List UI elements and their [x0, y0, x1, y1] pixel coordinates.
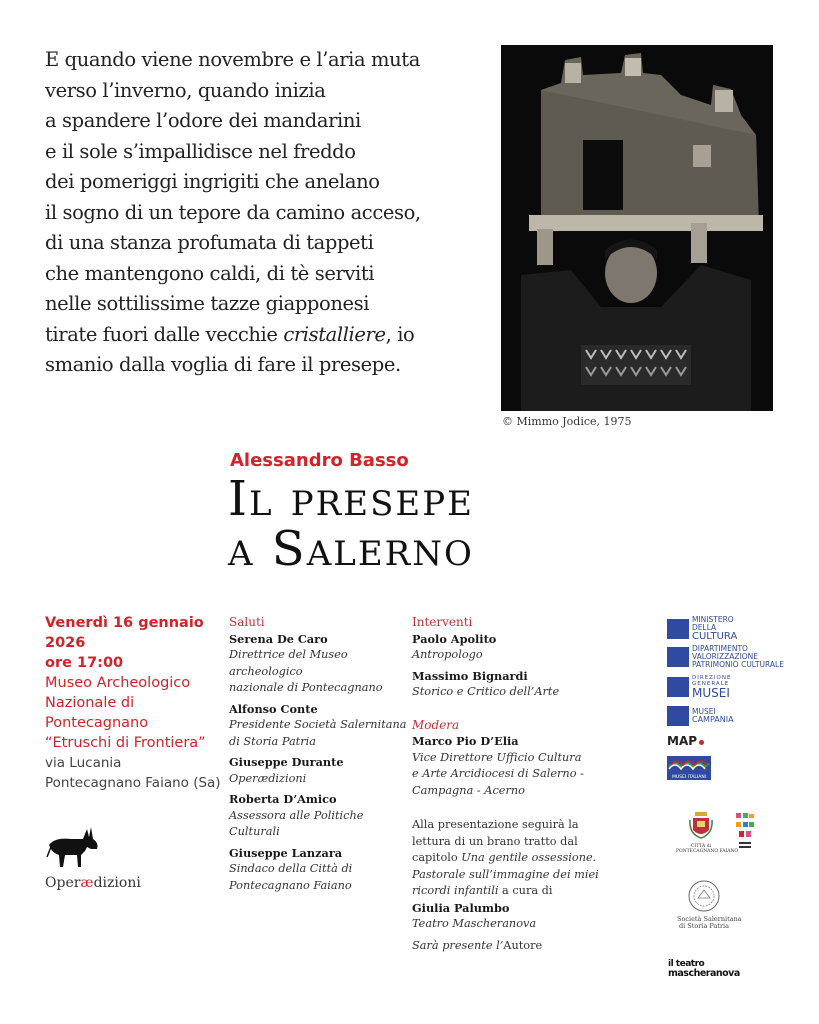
opening-poem: [45, 45, 485, 381]
logo-text: GENERALE: [692, 681, 730, 687]
poem-line: smanio dalla voglia di fare il presepe.: [45, 353, 401, 376]
event-year: 2026: [45, 635, 86, 651]
logo-dipartimento: [667, 645, 784, 669]
mic-emblem-icon: [667, 619, 689, 639]
logo-text: CITTÀ di: [690, 844, 712, 849]
moderator-name: Marco Pio D’Elia: [412, 734, 519, 748]
poem-line: dei pomeriggi ingrigiti che anelano: [45, 170, 380, 193]
mic-emblem-icon: [667, 677, 689, 697]
speaker-name: Giuseppe Durante: [229, 755, 344, 769]
speaker-role: nazionale di Pontecagnano: [229, 681, 383, 694]
logo-cultura-colorful: [735, 812, 755, 856]
reading-text: Alla presentazione seguirà la: [412, 818, 579, 831]
publisher-name-ligature: æ: [80, 875, 94, 891]
logo-societa-salernitana: [677, 880, 742, 930]
reader-role: Teatro Mascheranova: [412, 917, 537, 930]
saluti-column: [229, 614, 409, 894]
logo-text: MAP: [667, 734, 698, 748]
logo-ministero-cultura: [667, 616, 737, 642]
poem-text: , io: [385, 322, 415, 346]
logo-text: MINISTERO: [692, 615, 734, 624]
reading-text: lettura di un brano tratto dal: [412, 834, 578, 848]
logo-text: di Storia Patria: [678, 922, 730, 930]
reading-text: Pastorale sull’immagine dei miei: [412, 867, 599, 881]
book-title: [228, 471, 474, 577]
publisher-name-part: Oper: [45, 875, 81, 891]
cover-photo: [501, 45, 773, 411]
speaker-name: Massimo Bignardi: [412, 668, 528, 683]
speaker-name: Alfonso Conte: [229, 701, 318, 716]
speaker-name: Roberta D’Amico: [229, 792, 337, 806]
speaker-name: Paolo Apolito: [412, 631, 497, 646]
reading-plain: capitolo: [412, 851, 462, 864]
red-dot-icon: [699, 740, 704, 745]
speaker-role: Storico e Critico dell’Arte: [412, 685, 560, 698]
society-seal-icon: [688, 880, 720, 912]
logo-text: DELLA: [692, 623, 717, 632]
boy-with-presepe-photo-icon: [501, 45, 773, 411]
poem-line: verso l’inverno, quando inizia: [45, 78, 326, 102]
poem-line: E quando viene novembre e l’aria muta: [45, 48, 420, 71]
saluti-heading: Saluti: [229, 615, 265, 629]
speaker-role: Direttrice del Museo archeologico: [229, 648, 348, 678]
interventi-column: [412, 614, 612, 954]
logo-text: CAMPANIA: [692, 715, 734, 724]
event-time: ore 17:00: [45, 655, 124, 671]
mic-emblem-icon: [667, 647, 689, 667]
logo-text: CULTURA: [692, 631, 738, 642]
logo-musei-italiani: [667, 756, 711, 780]
poem-line: a spandere l’odore dei mandarini: [45, 109, 361, 132]
logo-musei-campania: [667, 706, 734, 726]
photo-credit: © Mimmo Jodice, 1975: [502, 415, 632, 428]
poem-line: che mantengono caldi, di tè serviti: [45, 261, 375, 285]
event-details: [45, 613, 225, 793]
logo-text: DIPARTIMENTO: [692, 644, 748, 653]
publisher-logo: [45, 825, 141, 891]
logo-text: MUSEI: [692, 686, 730, 700]
book-author: Alessandro Basso: [230, 450, 409, 471]
poem-line: e il sole s’impallidisce nel freddo: [45, 139, 356, 163]
logo-text: mascheranova: [668, 968, 740, 979]
speaker-role: Assessora alle Politiche Culturali: [229, 808, 364, 838]
moderator-role: Vice Direttore Ufficio Cultura: [412, 750, 582, 764]
logo-direzione-musei: [667, 675, 731, 699]
logo-text: il teatro: [668, 959, 705, 969]
poem-text: tirate fuori dalle vecchie: [45, 322, 284, 346]
book-title-line2: a Salerno: [228, 521, 474, 577]
poem-line: nelle sottilissime tazze giapponesi: [45, 292, 370, 315]
event-date: Venerdì 16 gennaio: [45, 615, 204, 631]
logo-text: DIREZIONE: [692, 675, 732, 681]
speaker-role: Sindaco della Città di: [229, 862, 353, 875]
venue-line: Museo Archeologico: [45, 675, 191, 691]
logo-map: [667, 734, 704, 748]
reading-text: [412, 850, 612, 867]
reading-plain: a cura di: [498, 884, 553, 897]
speaker-name: Giuseppe Lanzara: [229, 845, 343, 860]
author-note: [412, 938, 612, 955]
reading-italic: Una gentile ossessione.: [461, 851, 597, 864]
logo-text: MUSEI ITALIANI: [671, 775, 707, 780]
modera-heading: Modera: [412, 717, 460, 732]
logo-text: PATRIMONIO CULTURALE: [692, 660, 784, 669]
tricolor-wave-icon: [667, 757, 711, 771]
poem-line: [45, 320, 485, 351]
publisher-name-part: dizioni: [93, 875, 141, 891]
speaker-name: Serena De Caro: [229, 631, 328, 646]
logo-text: Società Salernitana: [677, 915, 742, 923]
poem-line: il sogno di un tepore da camino acceso,: [45, 200, 421, 224]
speaker-role: Antropologo: [412, 648, 483, 661]
moderator-role: e Arte Arcidiocesi di Salerno -: [412, 767, 584, 780]
colorful-letters-icon: [735, 812, 755, 852]
book-title-line1: Il presepe: [228, 471, 474, 527]
coat-of-arms-icon: [689, 812, 713, 840]
logo-teatro-mascheranova: [668, 960, 740, 979]
address-line: via Lucania: [45, 755, 122, 771]
speaker-role: Operædizioni: [229, 771, 307, 785]
logo-text: PONTECAGNANO FAIANO: [676, 849, 739, 854]
speaker-role: Pontecagnano Faiano: [229, 878, 352, 892]
logo-citta-pontecagnano: [676, 812, 739, 854]
logo-text: MUSEI: [692, 707, 716, 716]
speaker-role: di Storia Patria: [229, 734, 316, 748]
poem-line: di una stanza profumata di tappeti: [45, 231, 374, 254]
reading-text: [412, 883, 612, 900]
reading-italic: ricordi infantili: [412, 884, 499, 897]
mic-emblem-icon: [667, 706, 689, 726]
donkey-icon: [45, 825, 105, 869]
moderator-role: Campagna - Acerno: [412, 783, 525, 797]
poem-italic-word: cristalliere: [283, 322, 386, 346]
reader-name: Giulia Palumbo: [412, 900, 510, 915]
interventi-heading: Interventi: [412, 615, 473, 629]
publisher-name: [45, 875, 141, 891]
logo-text: VALORIZZAZIONE: [692, 652, 759, 661]
speaker-role: Presidente Società Salernitana: [229, 718, 407, 731]
venue-line: Nazionale di: [45, 695, 135, 711]
address-line: Pontecagnano Faiano (Sa): [45, 775, 221, 791]
venue-line: Pontecagnano: [45, 715, 149, 731]
author-note-italic: Sarà presente l’: [412, 938, 504, 952]
author-note-plain: Autore: [503, 938, 543, 952]
venue-line: “Etruschi di Frontiera”: [45, 735, 206, 751]
